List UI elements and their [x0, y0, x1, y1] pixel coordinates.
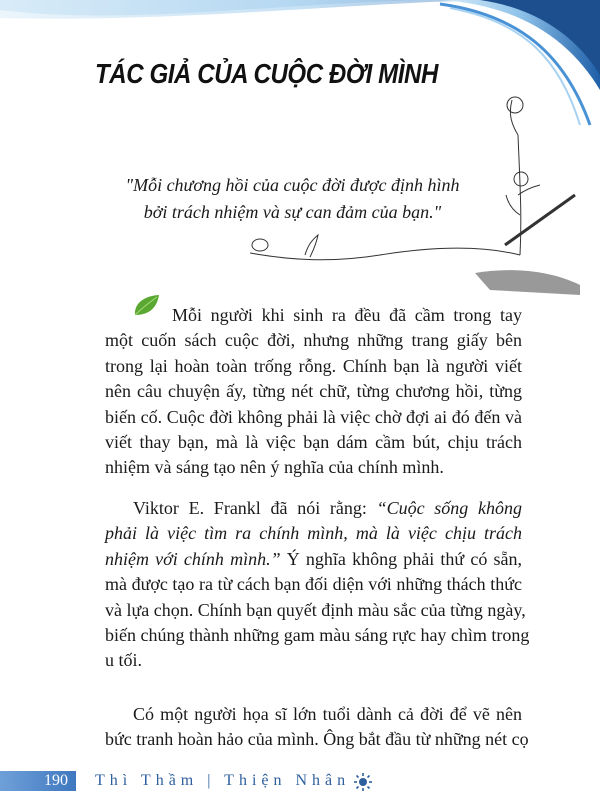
text-line: [105, 648, 522, 673]
paragraph-2: [105, 496, 530, 674]
text-line: [105, 430, 522, 455]
text-line: [105, 572, 522, 597]
flower-pen-drawing: [250, 95, 580, 295]
text-run: và lựa chọn. Chính bạn quyết định màu sắc của từng ngày,: [105, 599, 526, 620]
paragraph-1: [105, 303, 522, 481]
paragraph-3: [105, 702, 529, 753]
text-line: [105, 702, 522, 727]
text-line: [105, 328, 522, 353]
text-line: [105, 379, 522, 404]
text-line: [105, 455, 522, 480]
text-run: bức tranh hoàn hảo của mình. Ông bắt đầu từ những nét cọ: [105, 729, 529, 750]
text-line: [105, 354, 522, 379]
italic-quote-run: phải là việc tìm ra chính mình, mà là việc chịu trách: [105, 523, 522, 544]
text-run: u tối.: [105, 650, 143, 671]
text-line: [105, 303, 522, 328]
text-line: [105, 598, 526, 623]
text-run: Mỗi người khi sinh ra đều đã cầm trong tay: [172, 305, 522, 325]
italic-quote-run: “Cuộc sống không: [376, 498, 522, 518]
sun-icon: [354, 773, 372, 791]
text-run: biến cố. Cuộc đời không phải là việc chờ đợi ai đó đến và: [105, 406, 522, 427]
page-number-bar: [0, 771, 76, 791]
text-line: [105, 623, 530, 648]
text-run: nhiệm và sáng tạo nên ý nghĩa của chính mình.: [105, 457, 444, 478]
page-number: 190: [44, 772, 68, 789]
text-run: một cuốn sách cuộc đời, nhưng những trang giấy bên: [105, 330, 522, 351]
text-run: viết thay bạn, mà là việc bạn dám cầm bút, chịu trách: [105, 431, 522, 452]
text-run: trong lại hoàn toàn trống rỗng. Chính bạn là người viết: [105, 355, 522, 376]
text-run: Ý nghĩa không phải thứ có sẵn,: [280, 548, 522, 569]
text-line: [105, 521, 522, 546]
text-run: nên câu chuyện ấy, từng nét chữ, từng chương hồi, từng: [105, 381, 522, 402]
text-line: [105, 727, 529, 752]
text-line: [105, 496, 522, 521]
running-title: Thì Thầm | Thiện Nhân: [95, 772, 351, 789]
chapter-title: TÁC GIẢ CỦA CUỘC ĐỜI MÌNH: [95, 58, 438, 89]
quote-line: "Mỗi chương hồi của cuộc đời được định hình: [125, 175, 460, 195]
italic-quote-run: nhiệm với chính mình.”: [105, 548, 281, 569]
text-run: Viktor E. Frankl đã nói rằng:: [133, 498, 377, 518]
text-line: [105, 547, 522, 572]
text-run: Có một người họa sĩ lớn tuổi dành cả đời để vẽ nên: [133, 704, 522, 724]
text-run: biến chúng thành những gam màu sáng rực hay chìm trong: [105, 624, 530, 645]
quote-line: bởi trách nhiệm và sự can đảm của bạn.": [143, 202, 442, 222]
text-run: mà được tạo ra từ cách bạn đối diện với những thách thức: [105, 574, 522, 595]
text-line: [105, 405, 522, 430]
